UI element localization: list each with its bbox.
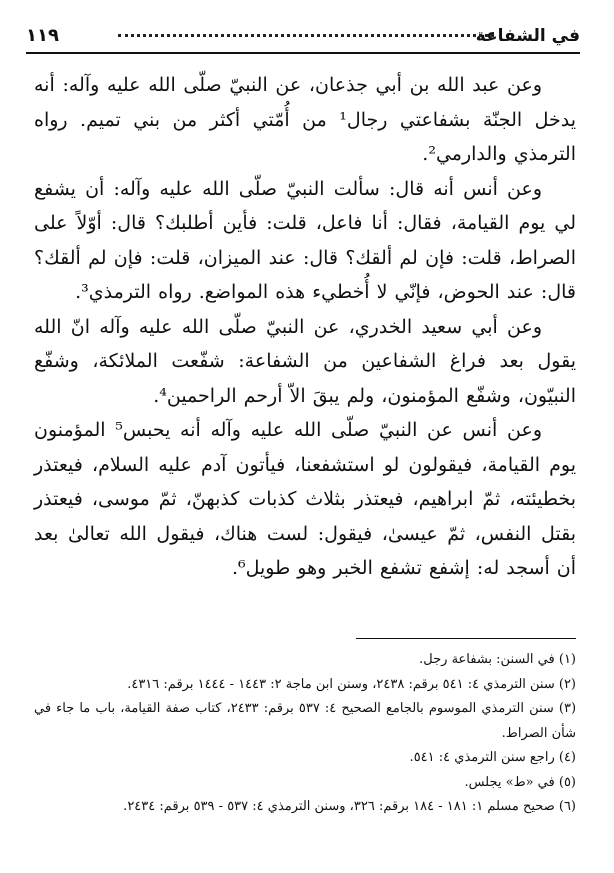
footnote: (٤) راجع سنن الترمذي ٤: ٥٤١. <box>409 750 576 765</box>
paragraph: وعن أنس أنه قال: سألت النبيّ صلّى الله عليه وآله: أن يشفع لي يوم القيامة، فقال: أنا فاعل، قلت: فأين أطلبك؟ قال: أوّلاً على الصراط، قلت: فإن لم ألقك؟ قال: عند الميزان، قلت: فإن لم ألقك؟ قال: عند الحوض، فإنّي لا أُخطيء هذه المواضع. رواه الترمذي³. <box>34 177 576 303</box>
page-number: ١١٩ <box>26 25 59 46</box>
paragraph: وعن أبي سعيد الخدري، عن النبيّ صلّى الله عليه وآله انّ الله يقول بعد فراغ الشفاعين من الشفاعة: شفّعت الملائكة، وشفّع النبيّون، وشفّع المؤمنون، ولم يبقَ الاّ أرحم الراحمين⁴. <box>34 315 576 407</box>
paragraph: وعن أنس عن النبيّ صلّى الله عليه وآله أنه يحبس⁵ المؤمنون يوم القيامة، فيقولون لو استشفعنا، فيأتون آدم عليه السلام، فيعتذر بخطيئته، ثمّ ابراهيم، فيعتذر بثلاث كذبات كذبهنّ، ثمّ موسى، فيعتذر بقتل النفس، ثمّ عيسىٰ، فيقول: لست هناك، فيقول الله تعالىٰ بعد أن أسجد له: إشفع تشفع الخبر وهو طويل⁶. <box>34 419 576 579</box>
footnote: (١) في السنن: بشفاعة رجل. <box>419 652 576 667</box>
footnotes <box>34 648 576 820</box>
header-dot-leader <box>118 34 494 37</box>
footnote: (٥) في «ط» يجلس. <box>464 774 576 790</box>
chapter-title: في الشفاعة <box>475 26 580 46</box>
running-header <box>26 22 580 54</box>
footnote: (٣) سنن الترمذي الموسوم بالجامع الصحيح ٤: ٥٣٧ برقم: ٢٤٣٣، كتاب صفة القيامة، باب ما جاء في شأن الصراط. <box>34 701 577 741</box>
main-text <box>34 68 576 586</box>
paragraph: وعن عبد الله بن أبي جذعان، عن النبيّ صلّى الله عليه وآله: أنه يدخل الجنّة بشفاعتي رجال¹ من أُمّتي أكثر من بني تميم. رواه الترمذي والدارمي². <box>34 74 577 165</box>
footnote: (٦) صحيح مسلم ١: ١٨١ - ١٨٤ برقم: ٣٢٦، وسنن الترمذي ٤: ٥٣٧ - ٥٣٩ برقم: ٢٤٣٤. <box>123 799 576 814</box>
footnote: (٢) سنن الترمذي ٤: ٥٤١ برقم: ٢٤٣٨، وسنن ابن ماجة ٢: ١٤٤٣ - ١٤٤٤ برقم: ٤٣١٦. <box>127 676 576 692</box>
footnote-separator <box>356 638 576 639</box>
